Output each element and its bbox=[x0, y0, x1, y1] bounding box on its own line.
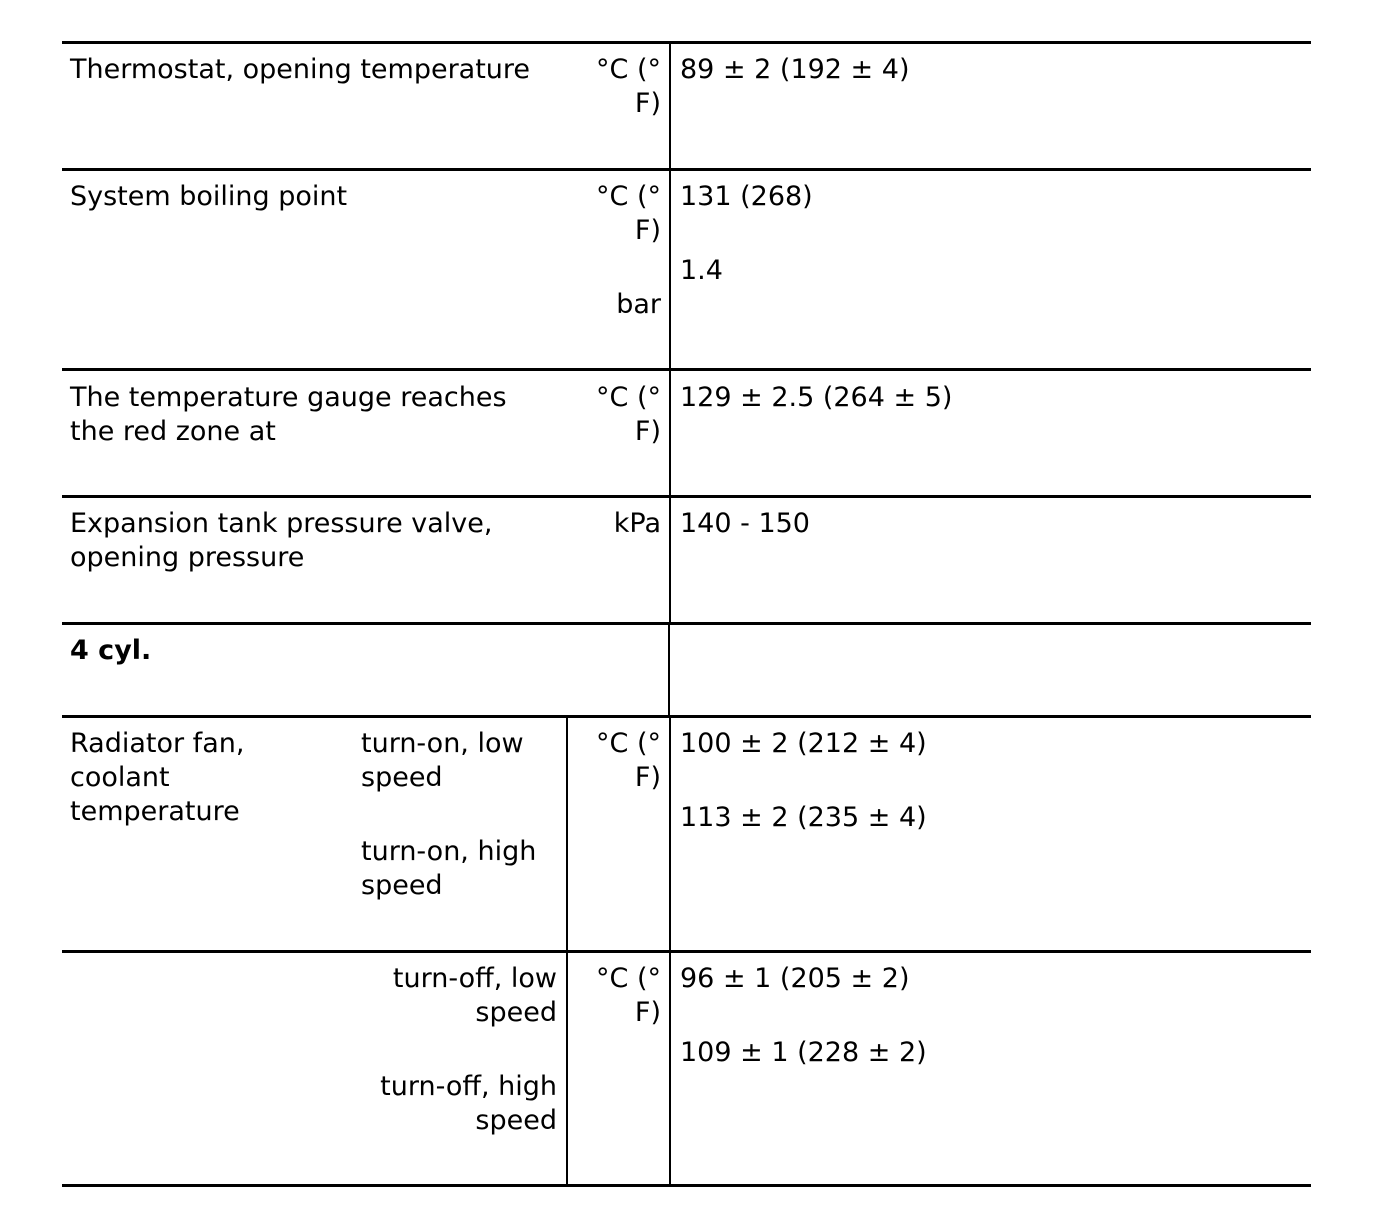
column-divider-unit bbox=[566, 716, 568, 1185]
unit-label: °C (° bbox=[596, 728, 661, 759]
value-label: 140 - 150 bbox=[680, 508, 810, 539]
row-divider bbox=[62, 950, 1311, 953]
unit-label: °C (° bbox=[596, 54, 661, 85]
table-bottom-border bbox=[62, 1184, 1311, 1187]
value-label: 129 ± 2.5 (264 ± 5) bbox=[680, 382, 953, 413]
parameter-label: the red zone at bbox=[70, 416, 276, 447]
unit-label: °C (° bbox=[596, 181, 661, 212]
value-label: 96 ± 1 (205 ± 2) bbox=[680, 963, 910, 994]
unit-label: F) bbox=[634, 88, 661, 119]
parameter-label: Thermostat, opening temperature bbox=[70, 54, 531, 85]
unit-label: F) bbox=[634, 215, 661, 246]
row-divider bbox=[62, 715, 1311, 718]
section-title: 4 cyl. bbox=[70, 635, 152, 666]
column-divider-value bbox=[668, 623, 670, 716]
unit-label: °C (° bbox=[596, 382, 661, 413]
parameter-label: The temperature gauge reaches bbox=[70, 382, 507, 413]
unit-label: F) bbox=[634, 997, 661, 1028]
unit-label: kPa bbox=[613, 508, 661, 539]
condition-label: speed bbox=[475, 1105, 557, 1136]
condition-label: speed bbox=[361, 762, 443, 793]
value-label: 109 ± 1 (228 ± 2) bbox=[680, 1037, 927, 1068]
parameter-label: System boiling point bbox=[70, 181, 348, 212]
row-divider bbox=[62, 168, 1311, 171]
condition-label: turn-off, low bbox=[392, 963, 557, 994]
condition-label: speed bbox=[361, 870, 443, 901]
row-divider bbox=[62, 622, 1311, 625]
row-divider bbox=[62, 368, 1311, 371]
value-label: 89 ± 2 (192 ± 4) bbox=[680, 54, 910, 85]
unit-label: F) bbox=[634, 416, 661, 447]
unit-label: °C (° bbox=[596, 963, 661, 994]
value-label: 1.4 bbox=[680, 255, 723, 286]
table-top-border bbox=[62, 41, 1311, 44]
condition-label: turn-on, low bbox=[361, 728, 524, 759]
parameter-label: Radiator fan, bbox=[70, 728, 245, 759]
unit-label: bar bbox=[616, 289, 661, 320]
condition-label: speed bbox=[475, 997, 557, 1028]
value-label: 113 ± 2 (235 ± 4) bbox=[680, 802, 927, 833]
value-label: 131 (268) bbox=[680, 181, 813, 212]
parameter-label: opening pressure bbox=[70, 542, 305, 573]
parameter-label: Expansion tank pressure valve, bbox=[70, 508, 493, 539]
column-divider-value bbox=[669, 42, 671, 623]
row-divider bbox=[62, 495, 1311, 498]
unit-label: F) bbox=[634, 762, 661, 793]
condition-label: turn-on, high bbox=[361, 836, 537, 867]
parameter-label: coolant bbox=[70, 762, 170, 793]
value-label: 100 ± 2 (212 ± 4) bbox=[680, 728, 927, 759]
column-divider-value bbox=[669, 716, 671, 1185]
condition-label: turn-off, high bbox=[380, 1071, 557, 1102]
parameter-label: temperature bbox=[70, 796, 240, 827]
